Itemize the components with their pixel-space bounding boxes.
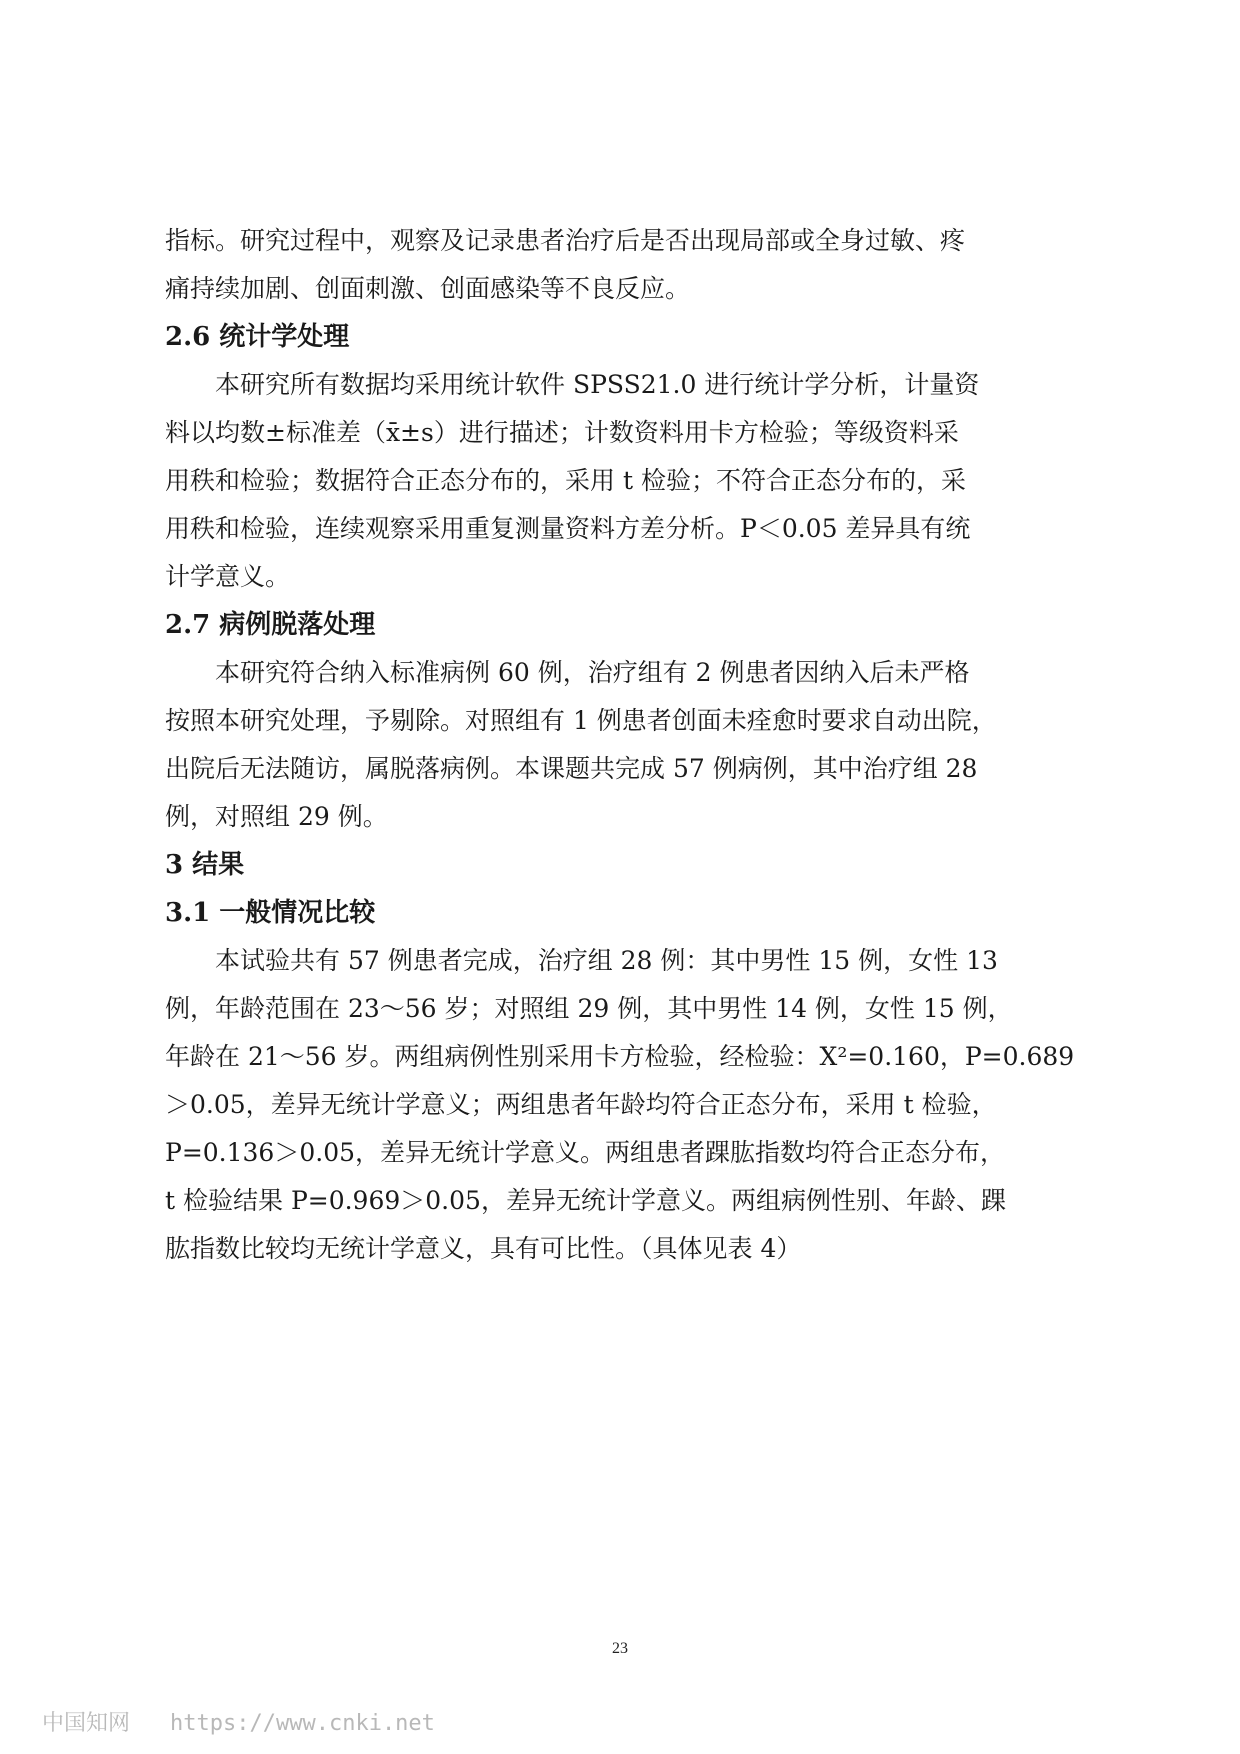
text-line: 例，年龄范围在 23～56 岁；对照组 29 例，其中男性 14 例，女性 15 例， bbox=[165, 994, 1013, 1023]
text-line: t 检验结果 P=0.969＞0.05，差异无统计学意义。两组病例性别、年龄、踝 bbox=[165, 1186, 1006, 1215]
text-line: 肱指数比较均无统计学意义，具有可比性。（具体见表 4） bbox=[165, 1234, 802, 1263]
text-line: 痛持续加剧、创面刺激、创面感染等不良反应。 bbox=[165, 274, 691, 303]
text-line: 用秩和检验，连续观察采用重复测量资料方差分析。P＜0.05 差异具有统 bbox=[165, 514, 971, 543]
section-heading: 2.6 统计学处理 bbox=[165, 322, 350, 352]
section-heading: 2.7 病例脱落处理 bbox=[165, 610, 376, 640]
text-line: 出院后无法随访，属脱落病例。本课题共完成 57 例病例，其中治疗组 28 bbox=[165, 754, 978, 783]
text-line: 本试验共有 57 例患者完成，治疗组 28 例：其中男性 15 例，女性 13 bbox=[165, 946, 998, 975]
text-line: 指标。研究过程中，观察及记录患者治疗后是否出现局部或全身过敏、疼 bbox=[165, 226, 966, 255]
text-line: 本研究符合纳入标准病例 60 例，治疗组有 2 例患者因纳入后未严格 bbox=[165, 658, 970, 687]
text-line: 年龄在 21～56 岁。两组病例性别采用卡方检验，经检验：X²=0.160，P=0.689 bbox=[165, 1042, 1075, 1071]
section-heading: 3 结果 bbox=[165, 850, 245, 880]
text-line: 本研究所有数据均采用统计软件 SPSS21.0 进行统计学分析，计量资 bbox=[165, 370, 980, 399]
section-heading: 3.1 一般情况比较 bbox=[165, 898, 376, 928]
text-line: P=0.136＞0.05，差异无统计学意义。两组患者踝肱指数均符合正态分布， bbox=[165, 1138, 1006, 1167]
text-line: 例，对照组 29 例。 bbox=[165, 802, 388, 831]
watermark-brand: 中国知网 bbox=[42, 1711, 131, 1736]
watermark-url: https://www.cnki.net bbox=[170, 1711, 435, 1736]
text-line: 按照本研究处理，予剔除。对照组有 1 例患者创面未痊愈时要求自动出院， bbox=[165, 706, 997, 735]
text-line: 用秩和检验；数据符合正态分布的，采用 t 检验；不符合正态分布的，采 bbox=[165, 466, 966, 495]
text-line: 计学意义。 bbox=[165, 562, 291, 591]
cnki-watermark bbox=[42, 1706, 435, 1737]
text-line: ＞0.05，差异无统计学意义；两组患者年龄均符合正态分布，采用 t 检验， bbox=[165, 1090, 997, 1119]
page-number: 23 bbox=[612, 1640, 628, 1657]
text-line: 料以均数±标准差（x̄±s）进行描述；计数资料用卡方检验；等级资料采 bbox=[165, 418, 959, 447]
